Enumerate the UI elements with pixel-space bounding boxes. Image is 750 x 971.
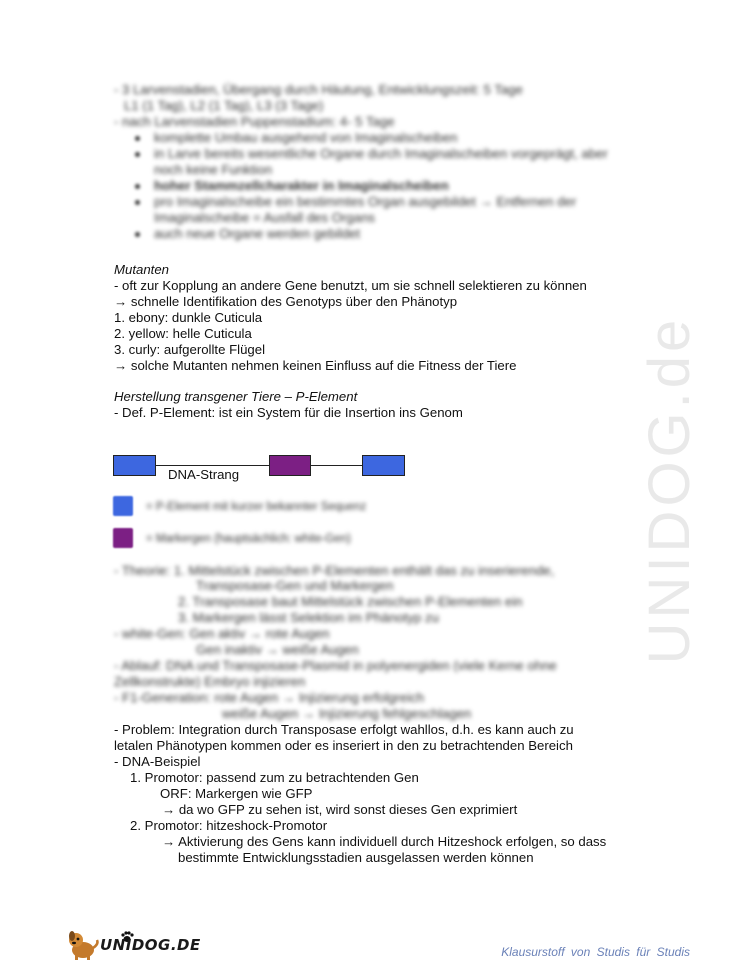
bullet-icon xyxy=(135,200,140,205)
p-element-left xyxy=(113,455,156,476)
blurred-line: Zellkonstrukte) Embryo injizieren xyxy=(114,674,306,689)
text-line: → solche Mutanten nehmen keinen Einfluss auf die Fitness der Tiere xyxy=(114,358,517,373)
blurred-line: - white-Gen: Gen aktiv → rote Augen xyxy=(114,626,330,641)
legend-marker-label: = Markergen (hauptsächlich: white-Gen) xyxy=(146,533,351,545)
p-element-right xyxy=(362,455,405,476)
logo-text: UNIDOG.DE xyxy=(100,936,201,954)
text-line: letalen Phänotypen kommen oder es inseriert in den zu betrachtenden Bereich xyxy=(114,738,573,753)
text-line: 1. Promotor: passend zum zu betrachtenden Gen xyxy=(130,770,419,785)
bullet-icon xyxy=(135,152,140,157)
watermark: UNIDOG.de xyxy=(637,315,702,665)
blurred-line: in Larve bereits wesentliche Organe durch Imaginalscheiben vorgeprägt, aber xyxy=(154,146,608,161)
blurred-line: 3. Markergen lässt Selektion im Phänotyp zu xyxy=(178,610,439,625)
blurred-line: Gen inaktiv → weiße Augen xyxy=(196,642,359,657)
blurred-line: 2. Transposase baut Mittelstück zwischen P-Elementen ein xyxy=(178,594,523,609)
text-line: ORF: Markergen wie GFP xyxy=(160,786,313,801)
text-line: - Problem: Integration durch Transposase erfolgt wahllos, d.h. es kann auch zu xyxy=(114,722,574,737)
text-line: - oft zur Kopplung an andere Gene benutzt, um sie schnell selektieren zu können xyxy=(114,278,587,293)
blurred-line: noch keine Funktion xyxy=(154,162,273,177)
blurred-line: - Ablauf: DNA und Transposase-Plasmid in polyenergiden (viele Kerne ohne xyxy=(114,658,557,673)
blurred-line: - nach Larvenstadien Puppenstadium: 4- 5 Tage xyxy=(114,114,395,129)
legend-p-element-swatch xyxy=(113,496,133,516)
blurred-line: weiße Augen → Injizierung fehlgeschlagen xyxy=(222,706,472,721)
dog-icon xyxy=(66,928,102,962)
blurred-line: Transposase-Gen und Markergen xyxy=(196,578,394,593)
blurred-line: auch neue Organe werden gebildet xyxy=(154,226,361,241)
text-line: 2. Promotor: hitzeshock-Promotor xyxy=(130,818,328,833)
blurred-line: komplette Umbau ausgehend von Imaginalscheiben xyxy=(154,130,458,145)
text-line: - Def. P-Element: ist ein System für die Insertion ins Genom xyxy=(114,405,463,420)
bullet-icon xyxy=(135,184,140,189)
unidog-logo xyxy=(66,928,201,962)
legend-marker-swatch xyxy=(113,528,133,548)
section-heading-transgen: Herstellung transgener Tiere – P-Element xyxy=(114,389,358,404)
text-line: → schnelle Identifikation des Genotyps über den Phänotyp xyxy=(114,294,458,309)
dna-strand-line xyxy=(155,465,363,466)
marker-gene xyxy=(269,455,311,476)
blurred-line: - Theorie: 1. Mittelstück zwischen P-Elementen enthält das zu inserierende, xyxy=(114,563,555,578)
dna-strand-label: DNA-Strang xyxy=(168,467,240,482)
text-line: → da wo GFP zu sehen ist, wird sonst dieses Gen exprimiert xyxy=(162,802,518,817)
footer-slogan: Klausurstoff von Studis für Studis xyxy=(501,945,690,959)
bullet-icon xyxy=(135,232,140,237)
blurred-line: - 3 Larvenstadien, Übergang durch Häutung, Entwicklungszeit: 5 Tage xyxy=(114,82,523,97)
text-line: 2. yellow: helle Cuticula xyxy=(114,326,252,341)
text-line: bestimmte Entwicklungsstadien ausgelassen werden können xyxy=(178,850,534,865)
blurred-line: pro Imaginalscheibe ein bestimmtes Organ ausgebildet → Entfernen der xyxy=(154,194,577,209)
blurred-line: - F1-Generation: rote Augen → Injizierung erfolgreich xyxy=(114,690,425,705)
text-line: 3. curly: aufgerollte Flügel xyxy=(114,342,265,357)
text-line: → Aktivierung des Gens kann individuell durch Hitzeshock erfolgen, so dass xyxy=(162,834,607,849)
text-line: 1. ebony: dunkle Cuticula xyxy=(114,310,263,325)
legend-p-element-label: = P-Element mit kurzer bekannter Sequenz xyxy=(146,501,367,513)
text-line: - DNA-Beispiel xyxy=(114,754,201,769)
blurred-line: hoher Stammzellcharakter in Imaginalscheiben xyxy=(154,178,449,193)
bullet-icon xyxy=(135,136,140,141)
blurred-line: L1 (1 Tag), L2 (1 Tag), L3 (3 Tage) xyxy=(124,98,324,113)
blurred-line: Imaginalscheibe = Ausfall des Organs xyxy=(154,210,376,225)
section-heading-mutanten: Mutanten xyxy=(114,262,169,277)
